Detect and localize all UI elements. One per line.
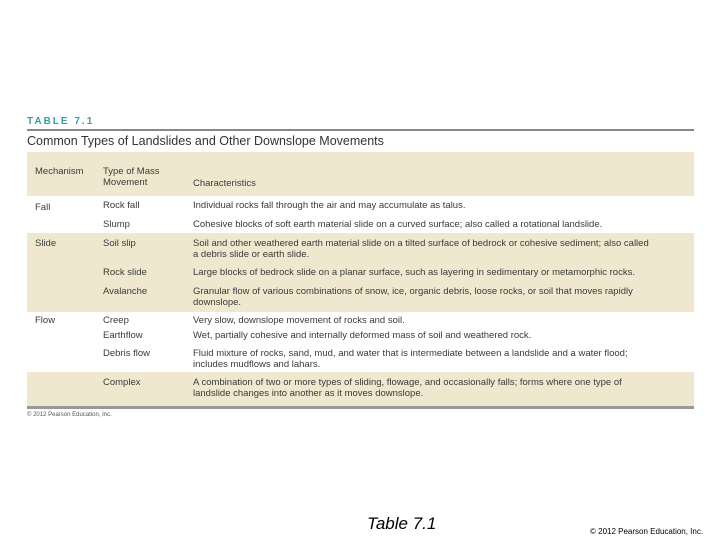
type-cell: Complex — [103, 377, 141, 388]
characteristics-cell: Fluid mixture of rocks, sand, mud, and water that is intermediate between a landslide and a water flood; includes mudflows and lahars. — [193, 348, 628, 370]
top-rule — [27, 129, 694, 131]
header-mechanism: Mechanism — [35, 166, 84, 177]
bottom-rule — [27, 406, 694, 409]
type-cell: Debris flow — [103, 348, 150, 359]
header-characteristics: Characteristics — [193, 178, 256, 189]
characteristics-cell: Cohesive blocks of soft earth material slide on a curved surface; also called a rotational landslide. — [193, 219, 603, 230]
type-cell: Soil slip — [103, 238, 136, 249]
type-cell: Rock slide — [103, 267, 147, 278]
slide-caption: Table 7.1 — [367, 514, 437, 533]
type-cell: Slump — [103, 219, 130, 230]
table-title: Common Types of Landslides and Other Downslope Movements — [27, 134, 384, 148]
type-cell: Earthflow — [103, 330, 143, 341]
characteristics-cell: Wet, partially cohesive and internally deformed mass of soil and weathered rock. — [193, 330, 532, 341]
characteristics-cell: Individual rocks fall through the air and may accumulate as talus. — [193, 200, 466, 211]
type-cell: Avalanche — [103, 286, 148, 297]
mechanism-cell: Fall — [35, 202, 51, 213]
characteristics-cell: A combination of two or more types of sliding, flowage, and occasionally falls; forms where one type of landslide changes into another as it moves downslope. — [193, 377, 622, 399]
slide-copyright: © 2012 Pearson Education, Inc. — [590, 527, 704, 536]
type-cell: Creep — [103, 315, 129, 326]
table-label: TABLE 7.1 — [27, 116, 95, 127]
characteristics-cell: Soil and other weathered earth material slide on a tilted surface of bedrock or cohesive sediment; also called a debris slide or earth slide. — [193, 238, 649, 260]
mechanism-cell: Slide — [35, 238, 57, 249]
type-cell: Rock fall — [103, 200, 140, 211]
characteristics-cell: Very slow, downslope movement of rocks and soil. — [193, 315, 405, 326]
mechanism-cell: Flow — [35, 315, 56, 326]
header-type-2: Movement — [103, 177, 148, 188]
header-type-1: Type of Mass — [103, 166, 160, 177]
characteristics-cell: Granular flow of various combinations of snow, ice, organic debris, loose rocks, or soil that moves rapidly downslope. — [193, 286, 633, 308]
characteristics-cell: Large blocks of bedrock slide on a planar surface, such as layering in sedimentary or metamorphic rocks. — [193, 267, 635, 278]
table-copyright: © 2012 Pearson Education, Inc. — [27, 412, 112, 418]
